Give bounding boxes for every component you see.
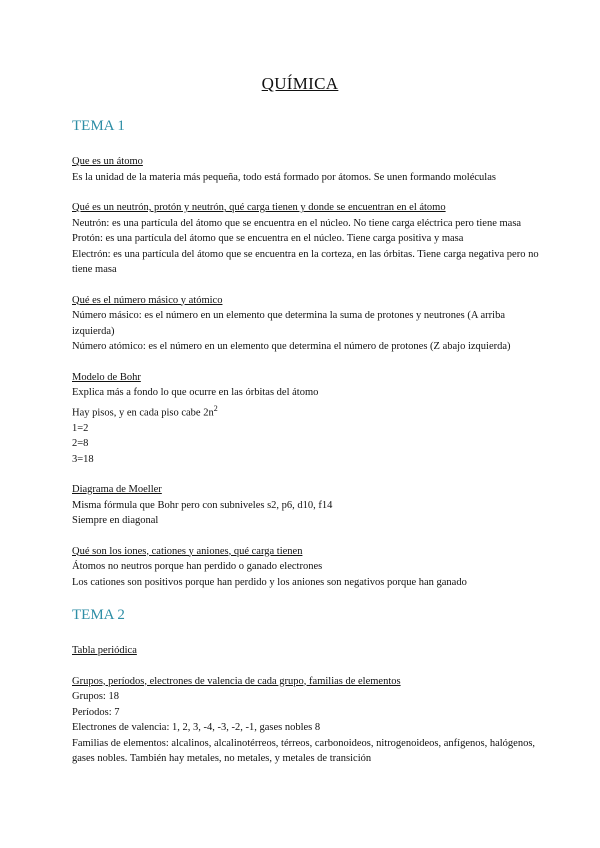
paragraph-line: Protón: es una partícula del átomo que se encuentra en el núcleo. Tiene carga positiva y masa <box>72 233 464 244</box>
section-modelo-bohr <box>72 370 542 468</box>
bohr-formula-text: Hay pisos, y en cada piso cabe 2n <box>72 407 214 418</box>
paragraph-line: Neutrón: es una partícula del átomo que se encuentra en el núcleo. No tiene carga eléctrica pero tiene masa <box>72 217 522 229</box>
document-content <box>72 116 542 782</box>
section-heading: Qué son los iones, cationes y aniones, qué carga tienen <box>72 545 303 557</box>
section-particulas <box>72 200 542 278</box>
paragraph-line: Electrones de valencia: 1, 2, 3, -4, -3, -2, -1, gases nobles 8 <box>72 722 321 733</box>
paragraph-line: Grupos: 18 <box>72 691 119 702</box>
section-grupos-periodos <box>72 674 542 767</box>
paragraph-line: Períodos: 7 <box>72 706 120 718</box>
section-atomo <box>72 154 542 185</box>
section-numero-masico <box>72 293 542 355</box>
paragraph-line: Siempre en diagonal <box>72 515 159 526</box>
section-heading: Diagrama de Moeller <box>72 484 162 495</box>
paragraph-line: Es la unidad de la materia más pequeña, todo está formado por átomos. Se unen formando moléculas <box>72 171 496 183</box>
paragraph-line: Explica más a fondo lo que ocurre en las órbitas del átomo <box>72 387 319 398</box>
paragraph-line: 3=18 <box>72 453 94 465</box>
section-heading: Modelo de Bohr <box>72 371 141 383</box>
tema-1-heading: TEMA 1 <box>72 118 125 134</box>
paragraph-line: 1=2 <box>72 422 89 434</box>
bohr-formula-exponent: 2 <box>213 403 218 413</box>
section-heading: Que es un átomo <box>72 156 143 167</box>
paragraph-line: Los cationes son positivos porque han perdido y los aniones son negativos porque han ganado <box>72 576 467 588</box>
section-tabla-periodica <box>72 643 542 659</box>
paragraph-line: 2=8 <box>72 438 89 449</box>
section-heading: Qué es el número másico y atómico <box>72 294 223 306</box>
section-heading: Grupos, períodos, electrones de valencia de cada grupo, familias de elementos <box>72 675 401 687</box>
paragraph-line: Número atómico: es el número en un elemento que determina el número de protones (Z abajo izquierda) <box>72 341 511 352</box>
paragraph-line: Electrón: es una partícula del átomo que se encuentra en la corteza, en las órbitas. Tiene carga negativa pero no tiene masa <box>72 248 539 275</box>
paragraph-line: Número másico: es el número en un elemento que determina la suma de protones y neutrones (A arriba izquierda) <box>72 310 505 337</box>
paragraph-line: Misma fórmula que Bohr pero con subniveles s2, p6, d10, f14 <box>72 499 333 511</box>
tema-2-heading: TEMA 2 <box>72 607 125 623</box>
section-iones <box>72 544 542 591</box>
section-heading: Tabla periódica <box>72 645 137 656</box>
document-title: QUÍMICA <box>261 74 339 93</box>
paragraph-line: Átomos no neutros porque han perdido o ganado electrones <box>72 561 323 572</box>
section-heading: Qué es un neutrón, protón y neutrón, qué carga tienen y donde se encuentran en el átomo <box>72 202 446 213</box>
section-diagrama-moeller <box>72 482 542 529</box>
paragraph-line: Familias de elementos: alcalinos, alcalinotérreos, térreos, carbonoideos, nitrogenoideos, anfígenos, halógenos, gases nobles. También hay metales, no metales, y metales de transición <box>72 737 536 764</box>
paragraph-line <box>72 401 542 421</box>
